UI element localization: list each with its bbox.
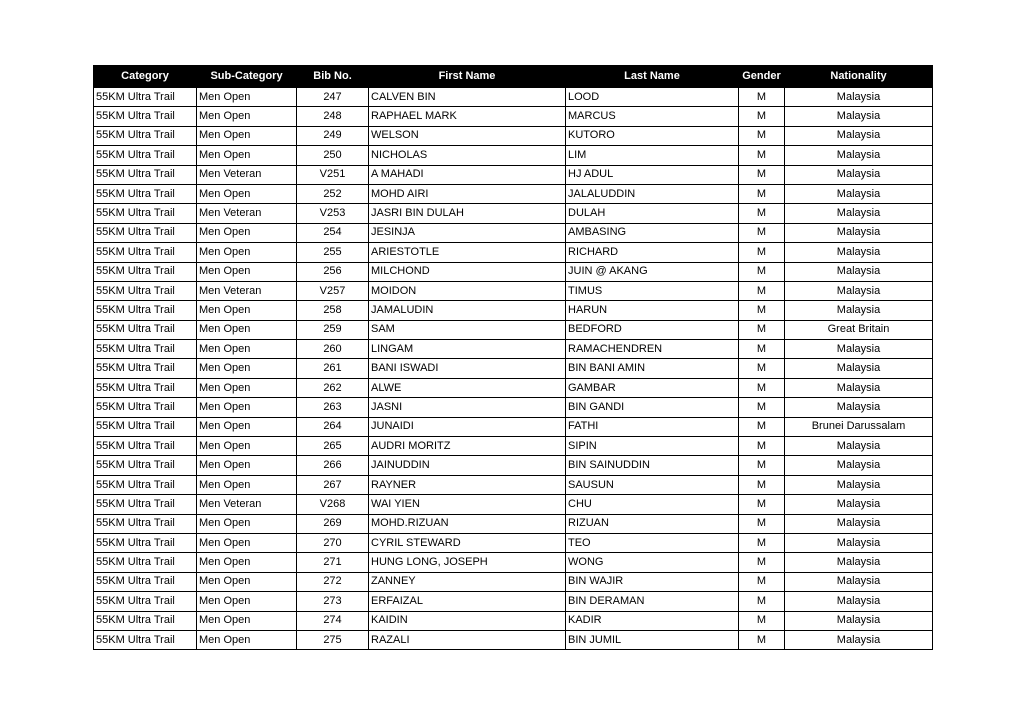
header-first-name: First Name — [369, 66, 566, 88]
cell-nationality: Malaysia — [785, 126, 933, 145]
cell-nationality: Malaysia — [785, 572, 933, 591]
cell-category: 55KM Ultra Trail — [94, 572, 197, 591]
cell-gender: M — [739, 88, 785, 107]
cell-first-name: JASRI BIN DULAH — [369, 204, 566, 223]
cell-bib-no: V257 — [297, 281, 369, 300]
cell-nationality: Malaysia — [785, 514, 933, 533]
cell-sub-category: Men Open — [197, 437, 297, 456]
cell-last-name: MARCUS — [566, 107, 739, 126]
cell-bib-no: 271 — [297, 553, 369, 572]
participant-table — [93, 65, 933, 650]
cell-first-name: MOIDON — [369, 281, 566, 300]
table-row — [94, 553, 933, 572]
cell-category: 55KM Ultra Trail — [94, 204, 197, 223]
cell-last-name: SIPIN — [566, 437, 739, 456]
cell-first-name: CALVEN BIN — [369, 88, 566, 107]
table-row — [94, 514, 933, 533]
cell-gender: M — [739, 359, 785, 378]
cell-gender: M — [739, 572, 785, 591]
cell-gender: M — [739, 204, 785, 223]
cell-first-name: CYRIL STEWARD — [369, 533, 566, 552]
cell-last-name: SAUSUN — [566, 475, 739, 494]
cell-first-name: ZANNEY — [369, 572, 566, 591]
cell-category: 55KM Ultra Trail — [94, 417, 197, 436]
cell-nationality: Malaysia — [785, 340, 933, 359]
table-row — [94, 378, 933, 397]
table-row — [94, 281, 933, 300]
cell-nationality: Malaysia — [785, 553, 933, 572]
cell-gender: M — [739, 262, 785, 281]
cell-category: 55KM Ultra Trail — [94, 475, 197, 494]
cell-gender: M — [739, 553, 785, 572]
cell-gender: M — [739, 417, 785, 436]
cell-gender: M — [739, 437, 785, 456]
cell-last-name: BEDFORD — [566, 320, 739, 339]
cell-category: 55KM Ultra Trail — [94, 437, 197, 456]
cell-last-name: BIN GANDI — [566, 398, 739, 417]
cell-sub-category: Men Open — [197, 262, 297, 281]
cell-bib-no: 273 — [297, 592, 369, 611]
cell-gender: M — [739, 301, 785, 320]
table-body — [94, 88, 933, 650]
cell-sub-category: Men Open — [197, 243, 297, 262]
table-row — [94, 184, 933, 203]
table-row — [94, 204, 933, 223]
cell-bib-no: 274 — [297, 611, 369, 630]
cell-sub-category: Men Open — [197, 533, 297, 552]
cell-category: 55KM Ultra Trail — [94, 553, 197, 572]
cell-nationality: Malaysia — [785, 146, 933, 165]
cell-last-name: BIN DERAMAN — [566, 592, 739, 611]
cell-last-name: BIN WAJIR — [566, 572, 739, 591]
cell-nationality: Malaysia — [785, 165, 933, 184]
cell-sub-category: Men Open — [197, 88, 297, 107]
cell-last-name: HARUN — [566, 301, 739, 320]
cell-last-name: AMBASING — [566, 223, 739, 242]
table-row — [94, 243, 933, 262]
table-row — [94, 107, 933, 126]
cell-first-name: ERFAIZAL — [369, 592, 566, 611]
cell-category: 55KM Ultra Trail — [94, 88, 197, 107]
cell-sub-category: Men Open — [197, 417, 297, 436]
cell-first-name: NICHOLAS — [369, 146, 566, 165]
cell-category: 55KM Ultra Trail — [94, 456, 197, 475]
cell-bib-no: 263 — [297, 398, 369, 417]
cell-bib-no: V251 — [297, 165, 369, 184]
cell-sub-category: Men Open — [197, 514, 297, 533]
cell-sub-category: Men Open — [197, 359, 297, 378]
cell-nationality: Malaysia — [785, 88, 933, 107]
cell-gender: M — [739, 184, 785, 203]
cell-first-name: JAINUDDIN — [369, 456, 566, 475]
cell-nationality: Malaysia — [785, 204, 933, 223]
cell-first-name: RAPHAEL MARK — [369, 107, 566, 126]
cell-category: 55KM Ultra Trail — [94, 320, 197, 339]
cell-first-name: RAZALI — [369, 630, 566, 649]
cell-category: 55KM Ultra Trail — [94, 301, 197, 320]
cell-sub-category: Men Open — [197, 553, 297, 572]
cell-last-name: DULAH — [566, 204, 739, 223]
cell-nationality: Malaysia — [785, 184, 933, 203]
cell-nationality: Malaysia — [785, 630, 933, 649]
cell-gender: M — [739, 107, 785, 126]
cell-category: 55KM Ultra Trail — [94, 243, 197, 262]
cell-bib-no: 254 — [297, 223, 369, 242]
table-row — [94, 456, 933, 475]
cell-nationality: Great Britain — [785, 320, 933, 339]
cell-nationality: Malaysia — [785, 262, 933, 281]
cell-gender: M — [739, 126, 785, 145]
cell-gender: M — [739, 456, 785, 475]
cell-sub-category: Men Veteran — [197, 204, 297, 223]
cell-first-name: BANI ISWADI — [369, 359, 566, 378]
cell-first-name: HUNG LONG, JOSEPH — [369, 553, 566, 572]
cell-last-name: WONG — [566, 553, 739, 572]
cell-last-name: KUTORO — [566, 126, 739, 145]
table-row — [94, 359, 933, 378]
cell-bib-no: 264 — [297, 417, 369, 436]
cell-sub-category: Men Veteran — [197, 165, 297, 184]
cell-bib-no: 258 — [297, 301, 369, 320]
cell-gender: M — [739, 243, 785, 262]
cell-gender: M — [739, 223, 785, 242]
header-bib-no: Bib No. — [297, 66, 369, 88]
cell-first-name: JESINJA — [369, 223, 566, 242]
cell-category: 55KM Ultra Trail — [94, 126, 197, 145]
cell-first-name: SAM — [369, 320, 566, 339]
cell-nationality: Malaysia — [785, 281, 933, 300]
cell-gender: M — [739, 495, 785, 514]
table-row — [94, 301, 933, 320]
cell-nationality: Malaysia — [785, 243, 933, 262]
cell-nationality: Malaysia — [785, 592, 933, 611]
cell-last-name: RAMACHENDREN — [566, 340, 739, 359]
cell-sub-category: Men Open — [197, 592, 297, 611]
cell-nationality: Malaysia — [785, 456, 933, 475]
cell-first-name: MOHD.RIZUAN — [369, 514, 566, 533]
cell-first-name: KAIDIN — [369, 611, 566, 630]
cell-first-name: JASNI — [369, 398, 566, 417]
cell-bib-no: 259 — [297, 320, 369, 339]
cell-bib-no: 260 — [297, 340, 369, 359]
cell-sub-category: Men Open — [197, 184, 297, 203]
table-row — [94, 320, 933, 339]
cell-sub-category: Men Open — [197, 223, 297, 242]
cell-nationality: Malaysia — [785, 495, 933, 514]
table-row — [94, 126, 933, 145]
cell-category: 55KM Ultra Trail — [94, 184, 197, 203]
cell-sub-category: Men Open — [197, 301, 297, 320]
table-row — [94, 146, 933, 165]
cell-gender: M — [739, 146, 785, 165]
cell-bib-no: 261 — [297, 359, 369, 378]
cell-category: 55KM Ultra Trail — [94, 165, 197, 184]
cell-gender: M — [739, 475, 785, 494]
cell-category: 55KM Ultra Trail — [94, 281, 197, 300]
cell-sub-category: Men Open — [197, 456, 297, 475]
header-category: Category — [94, 66, 197, 88]
cell-nationality: Brunei Darussalam — [785, 417, 933, 436]
cell-nationality: Malaysia — [785, 475, 933, 494]
table-row — [94, 475, 933, 494]
cell-first-name: A MAHADI — [369, 165, 566, 184]
cell-gender: M — [739, 398, 785, 417]
table-row — [94, 533, 933, 552]
cell-sub-category: Men Open — [197, 378, 297, 397]
header-row — [94, 66, 933, 88]
cell-category: 55KM Ultra Trail — [94, 514, 197, 533]
cell-bib-no: 248 — [297, 107, 369, 126]
cell-sub-category: Men Open — [197, 126, 297, 145]
cell-gender: M — [739, 340, 785, 359]
cell-last-name: CHU — [566, 495, 739, 514]
cell-sub-category: Men Open — [197, 398, 297, 417]
cell-gender: M — [739, 281, 785, 300]
cell-first-name: WAI YIEN — [369, 495, 566, 514]
cell-category: 55KM Ultra Trail — [94, 107, 197, 126]
table-row — [94, 165, 933, 184]
cell-category: 55KM Ultra Trail — [94, 359, 197, 378]
cell-bib-no: 252 — [297, 184, 369, 203]
cell-last-name: JUIN @ AKANG — [566, 262, 739, 281]
cell-nationality: Malaysia — [785, 378, 933, 397]
cell-last-name: BIN SAINUDDIN — [566, 456, 739, 475]
cell-category: 55KM Ultra Trail — [94, 592, 197, 611]
cell-category: 55KM Ultra Trail — [94, 378, 197, 397]
cell-first-name: WELSON — [369, 126, 566, 145]
cell-bib-no: 267 — [297, 475, 369, 494]
cell-bib-no: 262 — [297, 378, 369, 397]
cell-last-name: BIN JUMIL — [566, 630, 739, 649]
table-row — [94, 592, 933, 611]
cell-nationality: Malaysia — [785, 437, 933, 456]
cell-sub-category: Men Open — [197, 630, 297, 649]
cell-bib-no: 270 — [297, 533, 369, 552]
cell-bib-no: V268 — [297, 495, 369, 514]
cell-gender: M — [739, 320, 785, 339]
cell-last-name: RICHARD — [566, 243, 739, 262]
cell-last-name: LOOD — [566, 88, 739, 107]
cell-nationality: Malaysia — [785, 398, 933, 417]
table-row — [94, 88, 933, 107]
table-row — [94, 572, 933, 591]
cell-last-name: FATHI — [566, 417, 739, 436]
table-row — [94, 223, 933, 242]
cell-gender: M — [739, 592, 785, 611]
cell-sub-category: Men Veteran — [197, 281, 297, 300]
cell-first-name: ALWE — [369, 378, 566, 397]
cell-nationality: Malaysia — [785, 107, 933, 126]
header-nationality: Nationality — [785, 66, 933, 88]
cell-first-name: MILCHOND — [369, 262, 566, 281]
cell-category: 55KM Ultra Trail — [94, 630, 197, 649]
table-row — [94, 495, 933, 514]
header-gender: Gender — [739, 66, 785, 88]
cell-last-name: BIN BANI AMIN — [566, 359, 739, 378]
cell-nationality: Malaysia — [785, 611, 933, 630]
cell-bib-no: 269 — [297, 514, 369, 533]
cell-bib-no: 275 — [297, 630, 369, 649]
cell-nationality: Malaysia — [785, 359, 933, 378]
cell-last-name: JALALUDDIN — [566, 184, 739, 203]
cell-gender: M — [739, 378, 785, 397]
cell-sub-category: Men Veteran — [197, 495, 297, 514]
cell-last-name: GAMBAR — [566, 378, 739, 397]
cell-first-name: ARIESTOTLE — [369, 243, 566, 262]
cell-category: 55KM Ultra Trail — [94, 611, 197, 630]
table-row — [94, 437, 933, 456]
cell-last-name: RIZUAN — [566, 514, 739, 533]
cell-last-name: HJ ADUL — [566, 165, 739, 184]
cell-category: 55KM Ultra Trail — [94, 340, 197, 359]
cell-first-name: JAMALUDIN — [369, 301, 566, 320]
cell-gender: M — [739, 630, 785, 649]
header-sub-category: Sub-Category — [197, 66, 297, 88]
cell-bib-no: 250 — [297, 146, 369, 165]
cell-nationality: Malaysia — [785, 533, 933, 552]
cell-last-name: KADIR — [566, 611, 739, 630]
header-last-name: Last Name — [566, 66, 739, 88]
cell-bib-no: 256 — [297, 262, 369, 281]
table-row — [94, 340, 933, 359]
cell-sub-category: Men Open — [197, 146, 297, 165]
table-row — [94, 630, 933, 649]
table-row — [94, 611, 933, 630]
cell-last-name: TEO — [566, 533, 739, 552]
cell-category: 55KM Ultra Trail — [94, 262, 197, 281]
cell-nationality: Malaysia — [785, 301, 933, 320]
table-row — [94, 262, 933, 281]
cell-bib-no: 247 — [297, 88, 369, 107]
cell-first-name: JUNAIDI — [369, 417, 566, 436]
cell-category: 55KM Ultra Trail — [94, 146, 197, 165]
cell-bib-no: V253 — [297, 204, 369, 223]
cell-gender: M — [739, 514, 785, 533]
cell-sub-category: Men Open — [197, 475, 297, 494]
cell-bib-no: 249 — [297, 126, 369, 145]
cell-first-name: AUDRI MORITZ — [369, 437, 566, 456]
cell-bib-no: 255 — [297, 243, 369, 262]
table-row — [94, 417, 933, 436]
cell-nationality: Malaysia — [785, 223, 933, 242]
cell-sub-category: Men Open — [197, 572, 297, 591]
cell-gender: M — [739, 533, 785, 552]
cell-last-name: LIM — [566, 146, 739, 165]
cell-sub-category: Men Open — [197, 611, 297, 630]
cell-bib-no: 266 — [297, 456, 369, 475]
cell-category: 55KM Ultra Trail — [94, 533, 197, 552]
cell-first-name: RAYNER — [369, 475, 566, 494]
cell-gender: M — [739, 611, 785, 630]
cell-sub-category: Men Open — [197, 107, 297, 126]
table-row — [94, 398, 933, 417]
cell-bib-no: 272 — [297, 572, 369, 591]
cell-sub-category: Men Open — [197, 320, 297, 339]
cell-first-name: MOHD AIRI — [369, 184, 566, 203]
cell-gender: M — [739, 165, 785, 184]
cell-last-name: TIMUS — [566, 281, 739, 300]
cell-category: 55KM Ultra Trail — [94, 398, 197, 417]
cell-category: 55KM Ultra Trail — [94, 223, 197, 242]
cell-bib-no: 265 — [297, 437, 369, 456]
cell-category: 55KM Ultra Trail — [94, 495, 197, 514]
cell-first-name: LINGAM — [369, 340, 566, 359]
cell-sub-category: Men Open — [197, 340, 297, 359]
